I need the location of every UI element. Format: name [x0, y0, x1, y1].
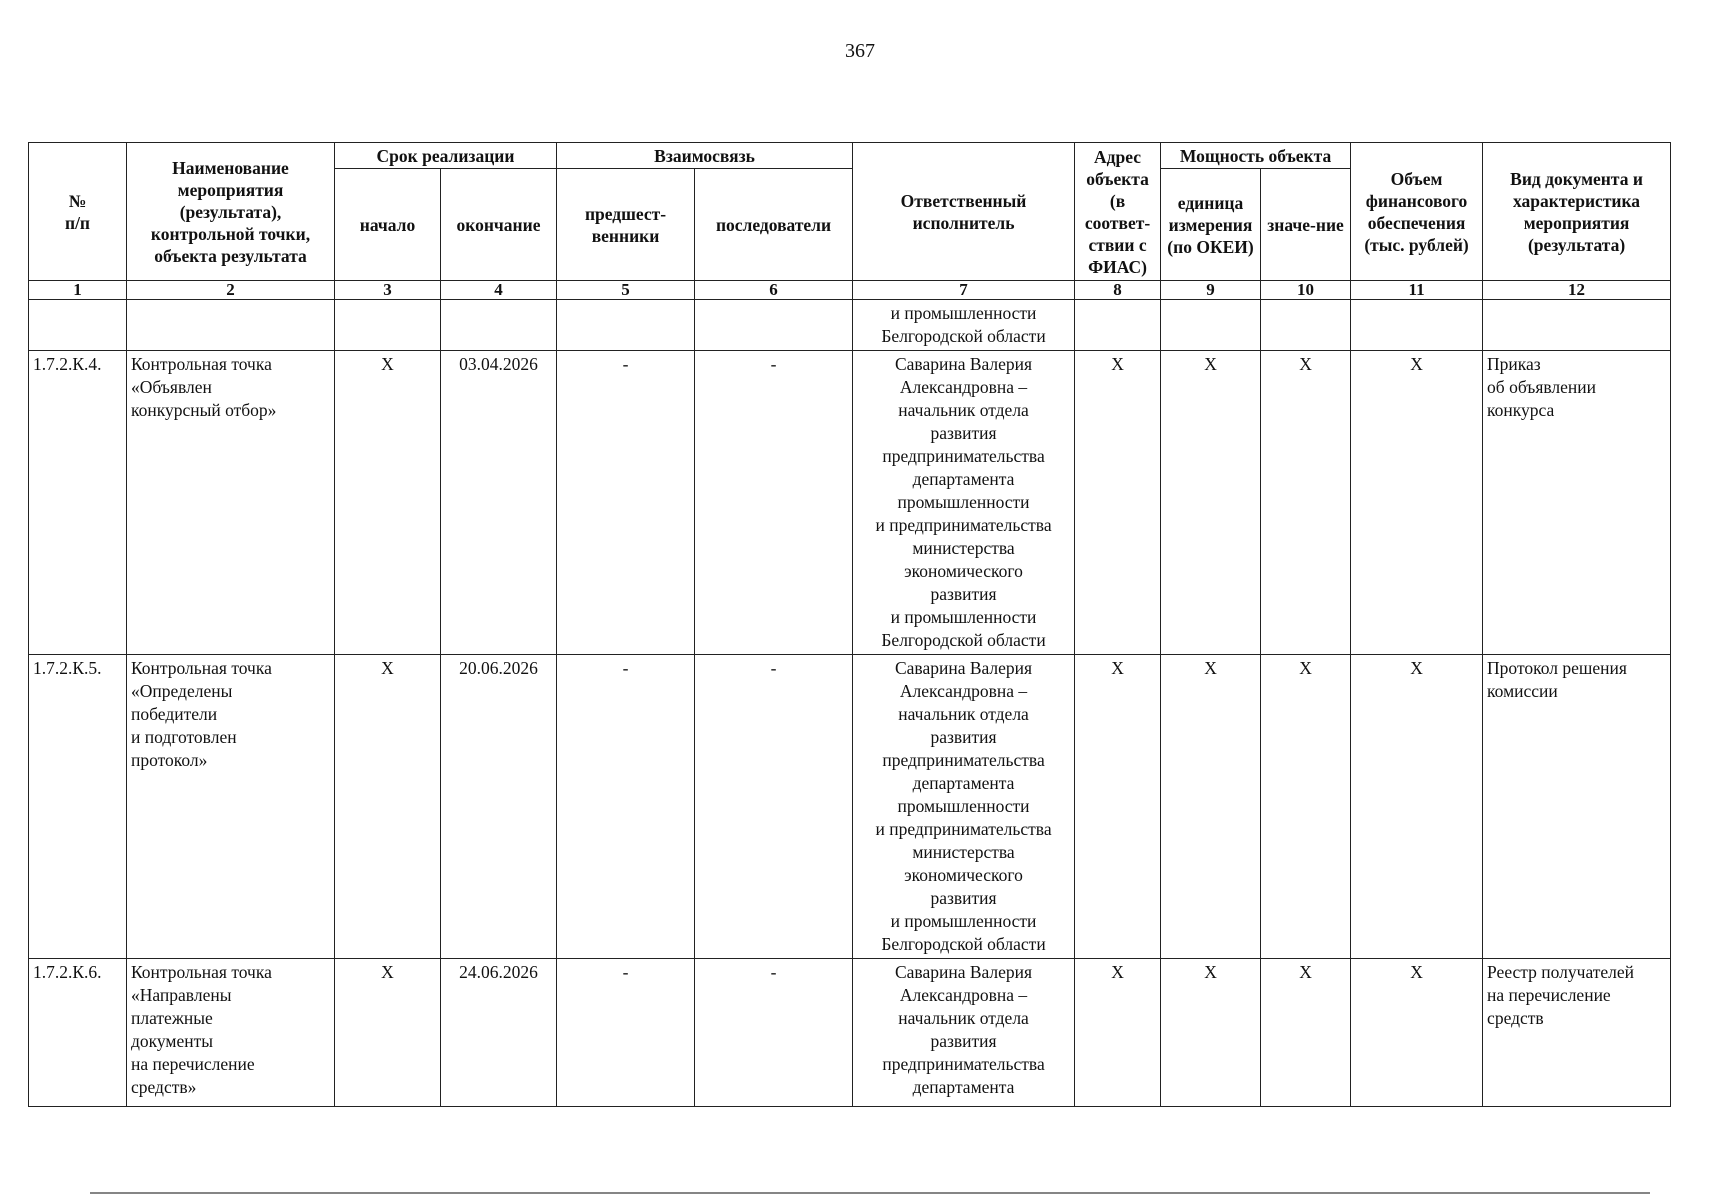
row-unit: X [1161, 351, 1261, 655]
table-cell [1261, 300, 1351, 351]
column-number: 9 [1161, 281, 1261, 300]
row-document: Реестр получателей на перечисление средств [1483, 959, 1671, 1107]
header-predecessors: предшест-венники [557, 169, 695, 281]
column-number: 5 [557, 281, 695, 300]
row-start: X [335, 655, 441, 959]
header-responsible: Ответственный исполнитель [853, 143, 1075, 281]
column-numbers-row [29, 281, 1671, 300]
column-number: 7 [853, 281, 1075, 300]
row-number: 1.7.2.К.5. [29, 655, 127, 959]
column-number: 6 [695, 281, 853, 300]
row-document: Протокол решения комиссии [1483, 655, 1671, 959]
row-name: Контрольная точка «Определены победители и подготовлен протокол» [127, 655, 335, 959]
table-row [29, 655, 1671, 959]
table-cell [695, 300, 853, 351]
row-address: X [1075, 351, 1161, 655]
column-number: 2 [127, 281, 335, 300]
table-cell [1483, 300, 1671, 351]
table-cell [1161, 300, 1261, 351]
row-financing: X [1351, 351, 1483, 655]
row-financing: X [1351, 959, 1483, 1107]
column-number: 1 [29, 281, 127, 300]
header-financing: Объем финансового обеспечения (тыс. рублей) [1351, 143, 1483, 281]
page-number: 367 [845, 40, 875, 62]
header-end: окончание [441, 169, 557, 281]
header-successors: последователи [695, 169, 853, 281]
header-value: значе-ние [1261, 169, 1351, 281]
header-num: № п/п [29, 143, 127, 281]
row-document: Приказ об объявлении конкурса [1483, 351, 1671, 655]
table-cell [127, 300, 335, 351]
row-start: X [335, 351, 441, 655]
column-number: 12 [1483, 281, 1671, 300]
header-document: Вид документа и характеристика мероприятия (результата) [1483, 143, 1671, 281]
row-value: X [1261, 959, 1351, 1107]
table-cell [1351, 300, 1483, 351]
row-unit: X [1161, 959, 1261, 1107]
column-number: 8 [1075, 281, 1161, 300]
row-predecessors: - [557, 655, 695, 959]
continuation-row [29, 300, 1671, 351]
row-predecessors: - [557, 351, 695, 655]
row-predecessors: - [557, 959, 695, 1107]
row-successors: - [695, 655, 853, 959]
row-end: 24.06.2026 [441, 959, 557, 1107]
column-number: 3 [335, 281, 441, 300]
plan-table [28, 142, 1671, 1107]
table-cell [335, 300, 441, 351]
header-power-group: Мощность объекта [1161, 143, 1351, 169]
header-link-group: Взаимосвязь [557, 143, 853, 169]
row-responsible: Саварина Валерия Александровна – начальник отдела развития предпринимательства департамента [853, 959, 1075, 1107]
column-number: 4 [441, 281, 557, 300]
header-term-group: Срок реализации [335, 143, 557, 169]
column-number: 11 [1351, 281, 1483, 300]
table-row [29, 351, 1671, 655]
row-end: 20.06.2026 [441, 655, 557, 959]
column-number: 10 [1261, 281, 1351, 300]
row-successors: - [695, 959, 853, 1107]
table-cell [29, 300, 127, 351]
responsible-cell: и промышленности Белгородской области [853, 300, 1075, 351]
table-cell [557, 300, 695, 351]
row-end: 03.04.2026 [441, 351, 557, 655]
row-start: X [335, 959, 441, 1107]
header-start: начало [335, 169, 441, 281]
table-header [29, 143, 1671, 300]
row-address: X [1075, 655, 1161, 959]
row-name: Контрольная точка «Объявлен конкурсный отбор» [127, 351, 335, 655]
table-cell [441, 300, 557, 351]
table-row [29, 959, 1671, 1107]
row-number: 1.7.2.К.6. [29, 959, 127, 1107]
header-address: Адрес объекта (в соответ-ствии с ФИАС) [1075, 143, 1161, 281]
table-body [29, 300, 1671, 1107]
row-value: X [1261, 351, 1351, 655]
row-successors: - [695, 351, 853, 655]
row-name: Контрольная точка «Направлены платежные документы на перечисление средств» [127, 959, 335, 1107]
row-unit: X [1161, 655, 1261, 959]
row-responsible: Саварина Валерия Александровна – начальник отдела развития предпринимательства департамента промышленности и предпринимательства министерства экономического развития и промышленности Белгородской области [853, 351, 1075, 655]
row-responsible: Саварина Валерия Александровна – начальник отдела развития предпринимательства департамента промышленности и предпринимательства министерства экономического развития и промышленности Белгородской области [853, 655, 1075, 959]
row-financing: X [1351, 655, 1483, 959]
row-address: X [1075, 959, 1161, 1107]
header-unit: единица измерения (по ОКЕИ) [1161, 169, 1261, 281]
row-number: 1.7.2.К.4. [29, 351, 127, 655]
table-cell [1075, 300, 1161, 351]
header-name: Наименование мероприятия (результата), контрольной точки, объекта результата [127, 143, 335, 281]
scan-edge-line [90, 1192, 1650, 1194]
row-value: X [1261, 655, 1351, 959]
